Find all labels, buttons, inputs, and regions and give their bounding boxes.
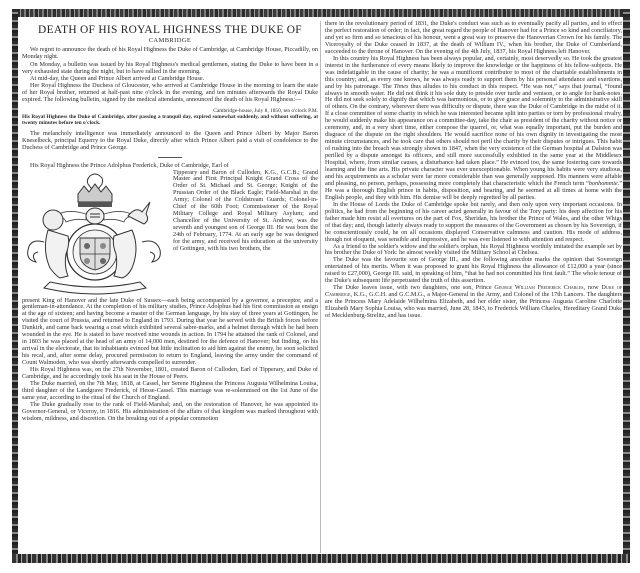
article-body (22, 21, 622, 553)
heir-name: George William Frederick Charles (494, 284, 584, 292)
text-run: In this country his Royal Highness has been always popular, and, certainly, most deservedly so. He took the greatest interest in the furtherance of every means likely to improve the knowledge or the happiness of his fellow-subjects. He was indefatigable in the cause of charity; he was a munificent contributor to most of the charitable establishments in this country; and, as every one knows, he was always ready to support them by his personal attendance and exertions, and by his patronage. The (325, 54, 622, 90)
paragraph: On Monday, a bulletin was issued by his Royal Highness's medical gentlemen, stating the Duke to have been in a very exhausted state during the night, but to have rallied in the morning. (22, 60, 318, 75)
border-bottom (12, 554, 630, 563)
column-divider (320, 21, 321, 553)
bulletin-dateline: Cambridge-house, July 8, 1850, ten o'clock P.M. (213, 107, 318, 114)
text-run: The Duke leaves issue, with two daughters, one son, Prince (333, 284, 492, 292)
article-title: DEATH OF HIS ROYAL HIGHNESS THE DUKE OF (38, 24, 302, 36)
paragraph: The melancholy intelligence was immediately announced to the Queen and Prince Albert by Major Baron Kneselbeck, principal Equerry to the Royal Duke, directly after which Prince Albert paid a visit of condolence to the Duchess of Cambridge and Prince George. (22, 129, 318, 151)
newspaper-name: Times (393, 82, 409, 90)
paragraph: At mid-day, the Queen and Prince Albert arrived at Cambridge House. (30, 74, 205, 82)
paragraph: there in the revolutionary period of 1831, the Duke's conduct was such as to eventually pacify all parties, and to effect the perfect restoration of order; in fact, the great regard the people of Hanover had for a Prince so kind and conciliatory, and yet so firm and so tenacious of his honour, went a great way to preserve the Hanoverian Crown for his family. The Viceroyalty of the Duke ceased in 1837, at the death of William IV., when his brother, the Duke of Cumberland, succeeded to the throne of Hanover. On the evening of the 4th July, 1837, his Royal Highness left Hanover. (325, 20, 622, 55)
border-right (623, 9, 630, 563)
border-top (12, 9, 630, 17)
divider-rule (158, 157, 182, 158)
text-run: .” He was a thorough English prince in habits, disposition, and bearing, and he seemed at all times at home with the English people, and they with him. His demise will be deeply regretted by all parties. (325, 179, 622, 201)
paragraph: As a friend to the soldier's widow and the soldier's orphan, his Royal Highness worthily imitated the example set by his brother the Duke of York: he almost weekly visited the Military School at Chelsea. (325, 242, 622, 257)
paragraph-beside-arms: Tipperary and Baron of Culloden, K.G., G.C.B.; Grand Master and First Principal Knight Grand Cross of the Order of St. Michael and St. George; Knight of the Prussian Order of the Black Eagle; Field-Marshal in the Army; Colonel of the Coldstream Guards; Colonel-in-Chief of the 60th Foot; Commissioner of the Royal Military College and Royal Military Asylum; and Chancellor of the University of St. Andrew, was the seventh and youngest son of George III. He was born the 24th of February, 1774. At an early age he was designed for the army, and received his education at the university of Gottingen, with his two brothers, the (173, 168, 318, 253)
coat-of-arms-icon (20, 170, 170, 298)
paragraph: The Duke was the favourite son of George III., and the following anecdote marks the opinion that Sovereign entertained of his merits. When it was proposed to grant his Royal Highness the allowance of £12,000 a year (since raised to £27,000), George III. said, in speaking of him, “that he had not committed his first fault.” The whole tenour of the Duke's subsequent life perpetuated the truth of this assertion. (325, 256, 622, 285)
paragraph (325, 56, 622, 202)
article-subtitle: CAMBRIDGE (148, 37, 192, 44)
left-column (22, 21, 318, 423)
text-run: thus alludes to his conduct in this respect. “He was not,” says that journal, “found always in smooth water. He did not think it his sole duty to preside over turtle and venison, or to angle for bank-notes. He did not seek solely to dignify that which was harmonious, or to give grace and solemnity to the administrative skill of others. On the contrary, wherever there was difficulty or dispute, there was the Duke of Cambridge in the midst of it. If a close committee of some charity in which he was interested became split into parties or torn by professional rivalry, he would suddenly make his appearance on a committee-day, take the chair as president of the charity without notice or ceremony, and, in a very short time, either compose the quarrel, or, what was equally important, put the burden and disgrace of the dispute on the right shoulders. He would sacrifice none of his own dignity in investigating the most minute circumstances, and he took care that others should not peril the charity by their disputes or intrigues. This habit of rushing into the breach was strongly shown in 1847, when the very existence of the German hospital at Dalston was perilled by a dispute amongst its officers, and still more successfully exhibited in the same year at the Middlesex Hospital, where, from similar causes, a disturbance had taken place.” He evinced too, the same fostering care towards learning and the fine arts. His private character was ever unexceptionable. When young his habits were very studious, and his acquirements as a scholar were far more considerable than was generally supposed. His manners were affable and pleasing, no person, perhaps, possessing more completely that characteristic which the French term “ (325, 82, 623, 187)
paragraph: The Duke married, on the 7th May, 1818, at Cassel, her Serene Highness the Princess Augusta Wilhelmina Louisa, third daughter of the Landgrave Frederick, of Hesse-Cassel. This marriage was re-solemnised on the 1st June of the same year, according to the ritual of the Church of England. (22, 379, 318, 401)
paragraph: Her Royal Highness the Duchess of Gloucester, who arrived at Cambridge House in the morning to learn the state of her Royal brother, returned at half-past nine o'clock in the evening, and ten minutes afterwards the Royal Duke expired. The following bulletin, signed by the medical attendants, announced the death of his Royal Highness:— (22, 81, 318, 103)
paragraph: We regret to announce the death of his Royal Highness the Duke of Cambridge, at Cambridge House, Piccadilly, on Monday night. (22, 46, 318, 60)
bulletin-text: His Royal Highness the Duke of Cambridge, after passing a tranquil day, expired somewhat suddenly, and without suffering, at twenty minutes before ten o'clock. (22, 114, 318, 127)
paragraph: His Royal Highness was, on the 27th November, 1801, created Baron of Culloden, Earl of Tipperary, and Duke of Cambridge, and he accordingly took his seat in the House of Peers. (22, 366, 318, 381)
newspaper-frame (12, 9, 630, 563)
paragraph: In the House of Lords the Duke of Cambridge spoke but rarely, and then only upon very important occasions. In politics, he had from the beginning of his career acted generally in favour of the Tory party: his deep affection for his father made him resist all overtures on the part of Fox, Sheridan, his brother the Prince of Wales, and the other Whigs of that day; and, though latterly always ready to support the measures of the Government as chosen by his Sovereign, if he conscientiously could, he on all occasions displayed Conservative calmness and caution. His mode of address, though not eloquent, was sensible and impressive, and he was ever listened to with attention and respect. (325, 200, 622, 243)
text-run: , now (583, 284, 599, 292)
text-run: , K.G., G.C.H. and G.C.M.G., a Major-General in the Army, and Colonel of the 17th Lancers. The daughters are the Princess Mary Adelaide Wilhelmina Elizabeth, and her elder sister, the Princess Augusta Caroline Charlotte Elizabeth Mary Sophia Louisa, who was married, June 28, 1843, to Frederick William Charles, Hereditary Grand Duke of Mecklenburg-Strelitz, and has issue. (325, 291, 622, 320)
heir-title: Duke of Cambridge (325, 284, 623, 299)
border-left (12, 9, 18, 563)
royal-coat-of-arms-illustration (20, 170, 170, 298)
right-column (325, 21, 622, 320)
paragraph-intro: His Royal Highness the Prince Adolphus Frederick, Duke of Cambridge, Earl of (30, 161, 229, 169)
foreign-term: bonhommie (588, 179, 618, 187)
paragraph (325, 285, 622, 320)
paragraph: present King of Hanover and the late Duke of Sussex—each being accompanied by a governor, a preceptor, and a gentleman-in-attendance. At the completion of his military studies, Prince Adolphus had his first commission as ensign at the age of sixteen; and having become a master of the German language, by his stay of three years at Gottingen, he visited the court of Prussia, and returned to England in 1793. During that year he served with the British forces before Dunkirk, and came back wearing a coat which exhibited several sabre-marks, and a helmet through which he had been wounded in the eye. He is stated to have received nine wounds in action. In 1794 he attained the rank of Colonel, and in 1803 he was placed at the head of an army of 14,000 men, destined for the defence of Hanover; but finding, on his arrival in the electorate, that its inhabitants evinced but little inclination to aid him against the enemy, he soon solicited his recal, and, after some delay, procured permission to return to England, leaving the army under the command of Count Walmoden, who was shortly afterwards compelled to surrender. (22, 296, 318, 367)
paragraph: The Duke gradually rose to the rank of Field-Marshal; and, on the restoration of Hanover, he was appointed its Governor-General, or Viceroy, in 1816. His administration of the affairs of that kingdom was marked throughout with wisdom, mildness, and discretion. On the breaking out of a popular commotion (22, 400, 318, 422)
